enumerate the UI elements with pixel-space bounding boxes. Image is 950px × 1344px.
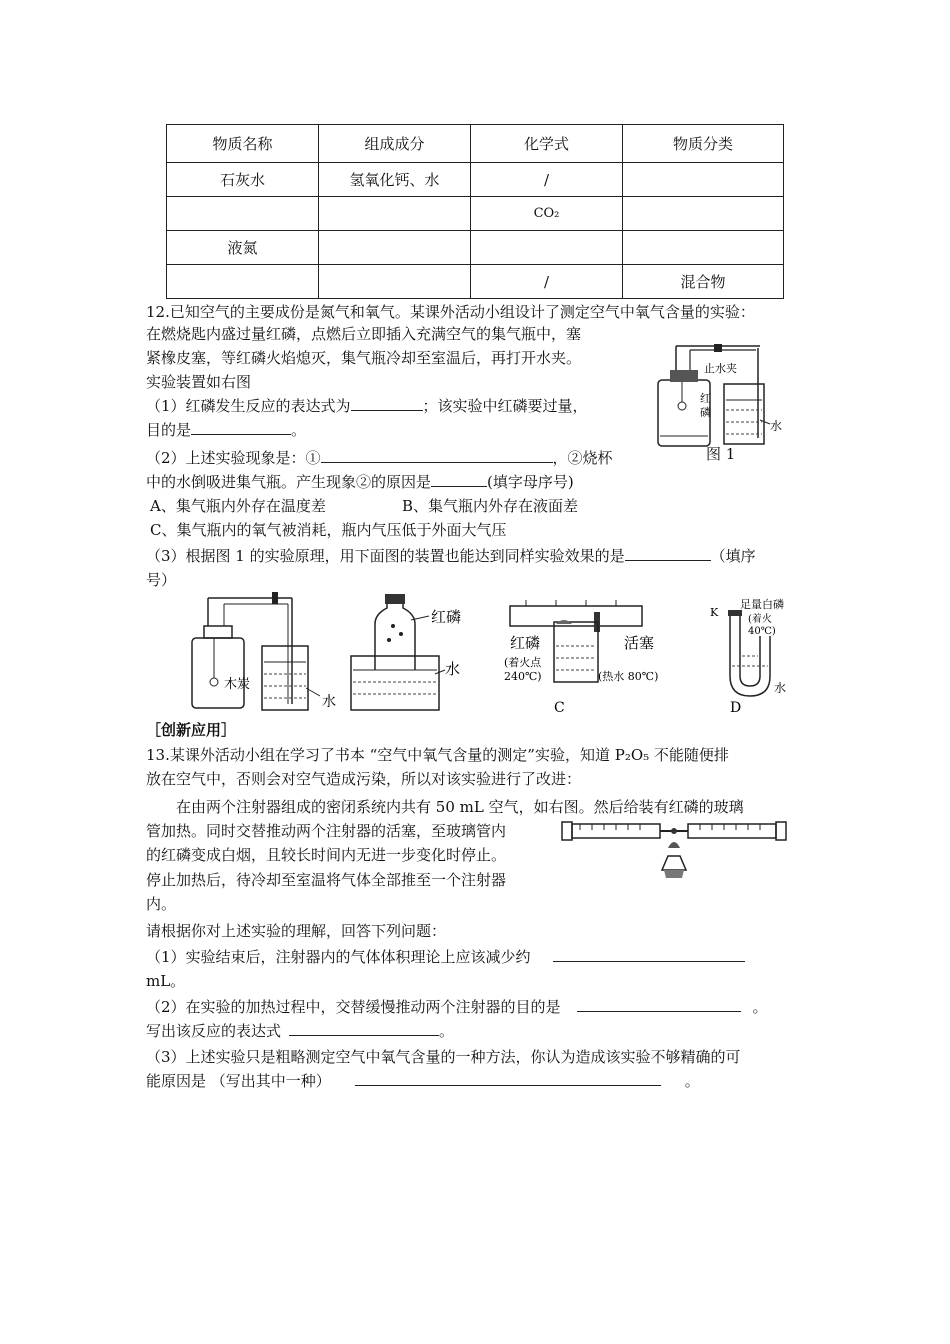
q12-part3-text: （3）根据图 1 的实验原理，用下面图的装置也能达到同样实验效果的是: [146, 547, 625, 565]
figure-1-apparatus: [652, 340, 792, 460]
q12-part2-text: 中的水倒吸进集气瓶。产生现象②的原因是: [146, 473, 432, 491]
q12-part2-line: [146, 447, 613, 469]
table-cell: [471, 231, 623, 265]
answer-blank[interactable]: [191, 420, 291, 435]
q13-line: 放在空气中，否则会对空气造成污染，所以对该实验进行了改进：: [146, 770, 582, 788]
fig-d-white-phos-label: 足量白磷: [740, 598, 784, 611]
table-cell: [167, 197, 319, 231]
q12-option-b: B、集气瓶内外存在液面差: [402, 497, 579, 515]
answer-blank[interactable]: [351, 396, 423, 411]
table-row: [167, 231, 784, 265]
table-cell: /: [471, 163, 623, 197]
syringe-apparatus-figure: [560, 818, 796, 886]
q13-line: 管加热。同时交替推动两个注射器的活塞，至玻璃管内: [146, 822, 507, 840]
table-cell: 氢氧化钙、水: [319, 163, 471, 197]
table-header-cell: 物质名称: [167, 125, 319, 163]
table-cell: [167, 265, 319, 299]
fig-d-ignition-label: (着火: [748, 614, 772, 625]
table-cell: [319, 231, 471, 265]
q13-line: 的红磷变成白烟，且较长时间内无进一步变化时停止。: [146, 846, 507, 864]
section-heading: ［创新应用］: [146, 721, 237, 739]
q12-part2-text: (填字母序号): [487, 473, 574, 491]
fig-c-ignition-label: (着火点: [504, 656, 542, 669]
fig1-water-label: 水: [770, 419, 783, 433]
q13-part1-unit: mL。: [146, 972, 186, 990]
q12-part1-text: （1）红磷发生反应的表达式为: [146, 397, 351, 415]
figure-d-apparatus: [700, 596, 812, 720]
table-cell: [623, 231, 784, 265]
q12-part1-line: [146, 419, 306, 441]
q13-line: 在由两个注射器组成的密闭系统内共有 50 mL 空气，如右图。然后给装有红磷的玻璃: [176, 798, 744, 816]
substance-table: [166, 124, 784, 299]
answer-blank[interactable]: [321, 448, 553, 463]
q13-part3-text: 能原因是 （写出其中一种）: [146, 1072, 331, 1090]
table-cell: CO₂: [471, 197, 623, 231]
answer-blank[interactable]: [553, 947, 745, 962]
table-cell: 液氮: [167, 231, 319, 265]
q12-option-a: A、集气瓶内外存在温度差: [150, 497, 326, 515]
q13-part2-text: （2）在实验的加热过程中，交替缓慢推动两个注射器的目的是: [146, 998, 561, 1016]
fig-c-ignition-label: 240℃): [504, 670, 542, 683]
table-cell: /: [471, 265, 623, 299]
table-row: [167, 265, 784, 299]
table-header-cell: 物质分类: [623, 125, 784, 163]
q13-part3-line: （3）上述实验只是粗略测定空气中氧气含量的一种方法，你认为造成该实验不够精确的可: [146, 1048, 741, 1066]
answer-blank[interactable]: [577, 997, 741, 1012]
answer-blank[interactable]: [355, 1071, 661, 1086]
q13-part1-text: （1）实验结束后，注射器内的气体体积理论上应该减少约: [146, 948, 531, 966]
table-header-cell: 组成成分: [319, 125, 471, 163]
q13-part2-line: [146, 996, 768, 1018]
table-cell: [319, 197, 471, 231]
table-cell: 石灰水: [167, 163, 319, 197]
fig1-clamp-label: 止水夹: [704, 362, 737, 375]
answer-blank[interactable]: [431, 472, 487, 487]
table-cell: 混合物: [623, 265, 784, 299]
fig-c-label: C: [554, 700, 565, 716]
q12-part1-text: 。: [291, 421, 307, 439]
fig-a-water-label: 水: [322, 694, 336, 710]
q13-line: 请根据你对上述实验的理解，回答下列问题：: [146, 922, 447, 940]
table-cell: [623, 163, 784, 197]
q13-part2-line: [146, 1020, 454, 1042]
answer-blank[interactable]: [625, 546, 711, 561]
q13-part2-text: 。: [752, 998, 768, 1016]
q12-part2-text: （2）上述实验现象是：①: [146, 449, 321, 467]
q12-part1-text: ；该实验中红磷要过量，: [422, 397, 588, 415]
answer-blank[interactable]: [289, 1021, 439, 1036]
fig-c-phos-label: 红磷: [510, 634, 541, 652]
table-cell: [319, 265, 471, 299]
q12-part2-line: [146, 471, 574, 493]
q12-part2-text: ，②烧杯: [552, 449, 613, 467]
q12-part1-line: [146, 395, 588, 417]
table-header-row: [167, 125, 784, 163]
q12-option-c: C、集气瓶内的氧气被消耗，瓶内气压低于外面大气压: [150, 521, 507, 539]
q12-line: 实验装置如右图: [146, 373, 252, 391]
fig-d-label: D: [730, 700, 742, 716]
table-header-cell: 化学式: [471, 125, 623, 163]
table-row: [167, 163, 784, 197]
fig-d-water-label: 水: [774, 681, 787, 695]
q13-part2-text: 写出该反应的表达式: [146, 1022, 282, 1040]
fig-a-charcoal-label: 木炭: [224, 677, 251, 692]
q12-part3-line: [146, 545, 756, 567]
fig-c-piston-label: 活塞: [624, 634, 655, 652]
fig1-phos-label: 红: [700, 392, 711, 405]
figure-1-caption: 图 1: [706, 445, 736, 463]
fig-b-water-label: 水: [445, 660, 461, 678]
figure-c-apparatus: [500, 596, 660, 720]
q13-line: 13.某课外活动小组在学习了书本 “空气中氧气含量的测定”实验，知道 P₂O₅ 不能随便排: [146, 746, 729, 764]
q13-part3-text: 。: [684, 1072, 700, 1090]
q12-part3-text: （填序: [710, 547, 756, 565]
figure-a-apparatus: [180, 592, 340, 716]
q12-line: 在燃烧匙内盛过量红磷，点燃后立即插入充满空气的集气瓶中，塞: [146, 325, 582, 343]
table-row: [167, 197, 784, 231]
fig-b-phos-label: 红磷: [431, 608, 462, 626]
table-cell: [623, 197, 784, 231]
q12-intro: 12.已知空气的主要成份是氮气和氧气。某课外活动小组设计了测定空气中氧气含量的实验：: [146, 303, 755, 321]
q13-line: 停止加热后，待冷却至室温将气体全部推至一个注射器: [146, 871, 507, 889]
fig-d-temp-label: 40℃): [748, 626, 776, 637]
q12-part1-text: 目的是: [146, 421, 192, 439]
figure-b-apparatus: [345, 590, 475, 716]
q13-part3-line: [146, 1070, 700, 1092]
q13-part2-text: 。: [439, 1022, 455, 1040]
fig-c-hot-water-label: (热水 80℃): [598, 670, 659, 683]
q13-part1-line: [146, 946, 745, 968]
q12-line: 紧橡皮塞，等红磷火焰熄灭，集气瓶冷却至室温后，再打开水夹。: [146, 349, 582, 367]
q12-part3-text: 号）: [146, 571, 177, 589]
fig1-phos-label: 磷: [700, 406, 711, 419]
q13-line: 内。: [146, 895, 177, 913]
fig-d-k-label: K: [710, 606, 719, 619]
